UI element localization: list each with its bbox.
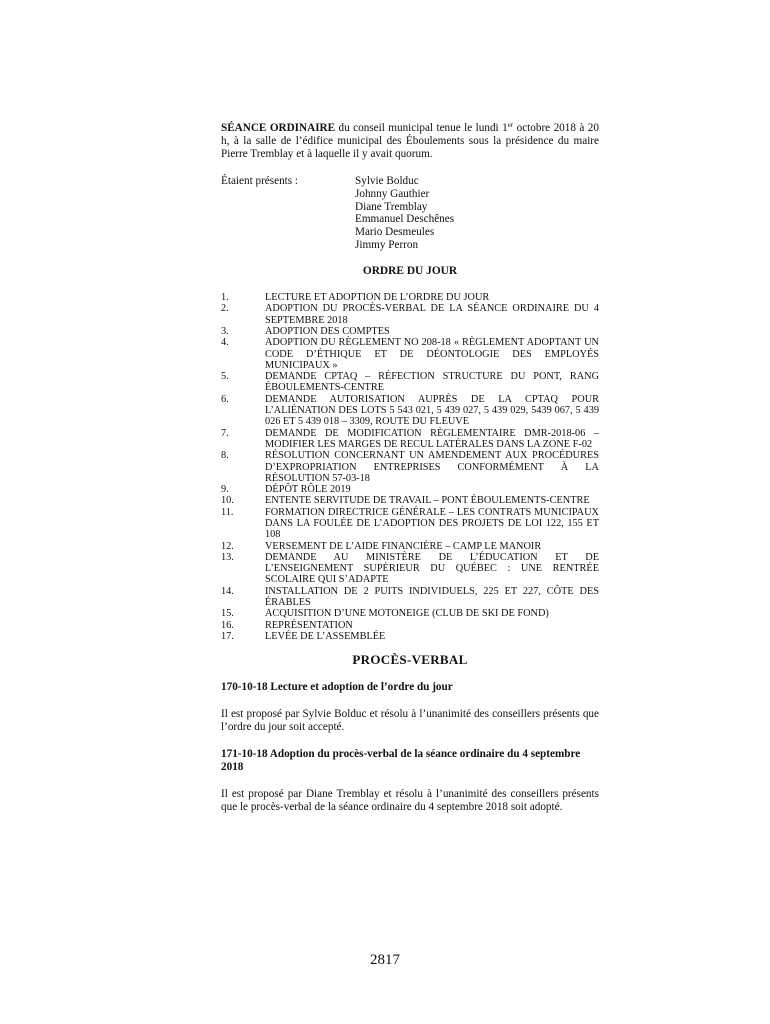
agenda-item [221, 541, 599, 552]
attendee-name: Sylvie Bolduc [355, 174, 419, 187]
agenda-item-number: 17. [221, 630, 234, 642]
agenda-item-number: 5. [221, 371, 229, 383]
agenda-item-number: 16. [221, 619, 234, 631]
agenda-item [221, 371, 599, 394]
agenda-item-text: ADOPTION DU PROCÈS-VERBAL DE LA SÉANCE ORDINAIRE DU 4 SEPTEMBRE 2018 [265, 303, 599, 326]
resolution-body: Il est proposé par Sylvie Bolduc et résolu à l’unanimité des conseillers présents que l’ordre du jour soit accepté. [221, 708, 599, 733]
intro-paragraph [221, 122, 599, 161]
attendees-label: Étaient présents : [221, 174, 299, 187]
agenda-heading: ORDRE DU JOUR [362, 265, 458, 278]
agenda-item-text: REPRÉSENTATION [265, 619, 353, 631]
intro-text-a: du conseil municipal tenue le lundi 1 [335, 122, 508, 134]
agenda-item [221, 507, 599, 541]
agenda-item-number: 10. [221, 495, 234, 507]
attendee-name: Mario Desmeules [355, 226, 435, 239]
agenda-item [221, 586, 599, 609]
agenda-item-text: DEMANDE DE MODIFICATION RÈGLEMENTAIRE DMR-2018-06 – MODIFIER LES MARGES DE RECUL LATÉRALES DANS LA ZONE F-02 [265, 427, 599, 450]
attendees-block [221, 175, 599, 252]
agenda-item-number: 4. [221, 337, 229, 349]
resolution-title: 171-10-18 Adoption du procès-verbal de la séance ordinaire du 4 septembre 2018 [221, 747, 581, 773]
agenda-item [221, 620, 599, 631]
agenda-item-text: DEMANDE CPTAQ – RÉFECTION STRUCTURE DU PONT, RANG ÉBOULEMENTS-CENTRE [265, 371, 599, 394]
page-number: 2817 [370, 952, 400, 968]
agenda-item-text: LECTURE ET ADOPTION DE L’ORDRE DU JOUR [265, 292, 490, 304]
agenda-item-text: LEVÉE DE L’ASSEMBLÉE [265, 630, 386, 642]
attendee-name: Diane Tremblay [355, 200, 428, 213]
attendees-list [355, 175, 454, 252]
agenda-item [221, 303, 599, 326]
agenda-item [221, 337, 599, 371]
agenda-item [221, 428, 599, 451]
agenda-list [221, 292, 599, 642]
agenda-item [221, 394, 599, 428]
agenda-item-text: FORMATION DIRECTRICE GÉNÉRALE – LES CONTRATS MUNICIPAUX DANS LA FOULÉE DE L’ADOPTION DES PROJETS DE LOI 122, 155 ET 108 [265, 506, 599, 541]
attendee-name: Emmanuel Deschênes [355, 213, 455, 226]
agenda-item-number: 15. [221, 608, 234, 620]
agenda-item-number: 14. [221, 585, 234, 597]
agenda-item-number: 13. [221, 551, 234, 563]
agenda-item-number: 6. [221, 393, 229, 405]
intro-text-b: octobre 2018 à 20 h, à la salle de l’édifice municipal des Éboulements sous la présidence du maire Pierre Tremblay et à laquelle il y avait quorum. [221, 122, 599, 160]
agenda-item-number: 7. [221, 427, 229, 439]
resolution-title: 170-10-18 Lecture et adoption de l’ordre du jour [221, 681, 453, 694]
agenda-item-text: DEMANDE AUTORISATION AUPRÈS DE LA CPTAQ POUR L’ALIÉNATION DES LOTS 5 543 021, 5 439 027, 5 439 029, 5439 067, 5 439 026 ET 5 439 018 – 3309, ROUTE DU FLEUVE [265, 393, 599, 428]
intro-sup: er [507, 121, 514, 129]
agenda-item-text: ENTENTE SERVITUDE DE TRAVAIL – PONT ÉBOULEMENTS-CENTRE [265, 495, 590, 507]
attendee-name: Jimmy Perron [355, 239, 419, 252]
agenda-item-number: 12. [221, 540, 234, 552]
agenda-item-text: ADOPTION DES COMPTES [265, 325, 390, 337]
agenda-item [221, 292, 599, 303]
agenda-item-number: 3. [221, 325, 229, 337]
agenda-item-text: RÉSOLUTION CONCERNANT UN AMENDEMENT AUX PROCÉDURES D’EXPROPRIATION ENTREPRISES CONFORMÉMENT À LA RÉSOLUTION 57-03-18 [265, 450, 599, 484]
agenda-item-number: 1. [221, 292, 229, 304]
agenda-item [221, 552, 599, 586]
agenda-item [221, 484, 599, 495]
agenda-item-number: 8. [221, 450, 229, 462]
attendee-name: Johnny Gauthier [355, 187, 430, 200]
agenda-item [221, 326, 599, 337]
agenda-item-text: ADOPTION DU RÈGLEMENT NO 208-18 « RÈGLEMENT ADOPTANT UN CODE D’ÉTHIQUE ET DE DÉONTOLOGIE DES EMPLOYÉS MUNICIPAUX » [265, 337, 599, 371]
proces-verbal-heading: PROCÈS-VERBAL [352, 652, 468, 668]
agenda-item [221, 608, 599, 619]
agenda-item [221, 495, 599, 506]
agenda-item [221, 631, 599, 642]
agenda-item-text: VERSEMENT DE L’AIDE FINANCIÈRE – CAMP LE MANOIR [265, 540, 542, 552]
agenda-item-text: DEMANDE AU MINISTÈRE DE L’ÉDUCATION ET DE L’ENSEIGNEMENT SUPÉRIEUR DU QUÉBEC : UNE RENTRÉE SCOLAIRE QUI S’ADAPTE [265, 551, 599, 586]
agenda-item-number: 9. [221, 484, 229, 496]
resolution-body: Il est proposé par Diane Tremblay et résolu à l’unanimité des conseillers présents que le procès-verbal de la séance ordinaire du 4 septembre 2018 soit adopté. [221, 787, 599, 813]
document-page [221, 122, 599, 814]
agenda-item [221, 450, 599, 484]
agenda-item-text: INSTALLATION DE 2 PUITS INDIVIDUELS, 225 ET 227, CÔTE DES ÉRABLES [265, 585, 599, 609]
agenda-item-text: ACQUISITION D’UNE MOTONEIGE (CLUB DE SKI DE FOND) [265, 608, 549, 620]
agenda-item-number: 2. [221, 303, 229, 315]
agenda-item-text: DÉPÔT RÔLE 2019 [265, 484, 351, 496]
intro-lead: SÉANCE ORDINAIRE [221, 122, 336, 134]
agenda-item-number: 11. [221, 506, 234, 518]
